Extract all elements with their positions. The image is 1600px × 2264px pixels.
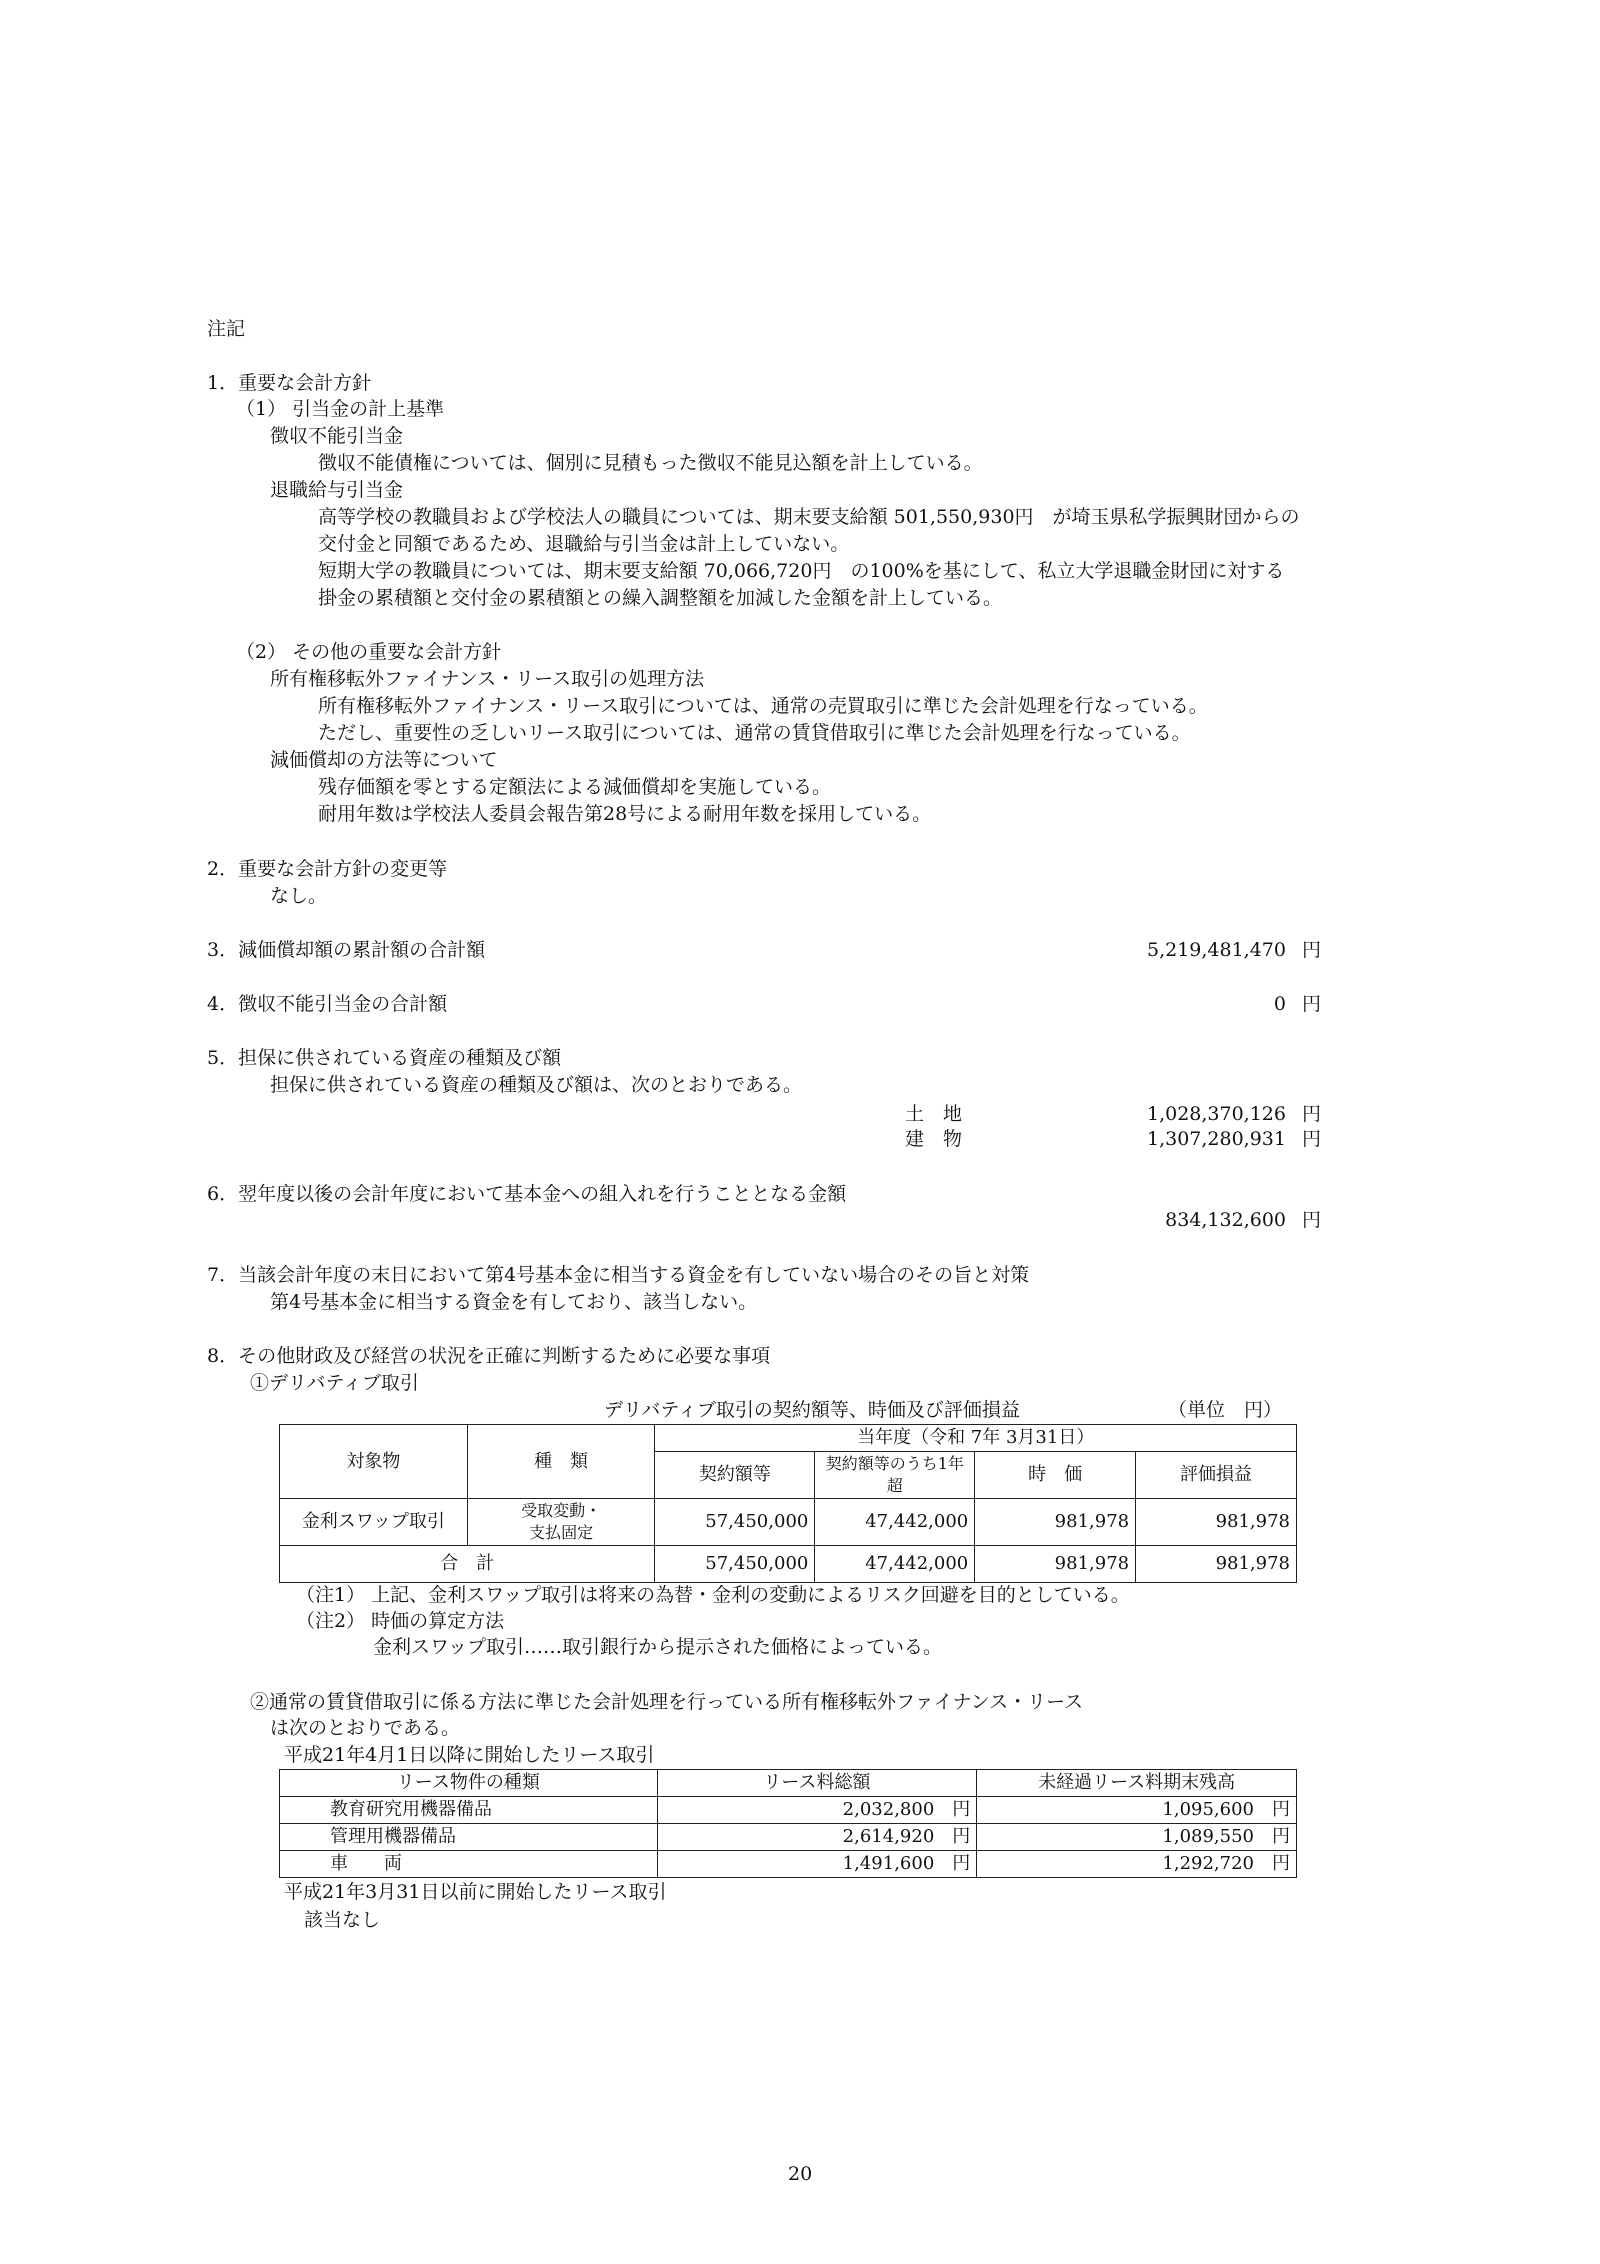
retirement-line-4: 掛金の累積額と交付金の累積額との繰入調整額を加減した金額を計上している。 xyxy=(318,587,1003,609)
section-7-title: 7．当該会計年度の末日において第4号基本金に相当する資金を有していない場合のその旨と対策 xyxy=(207,1264,1030,1286)
derivative-table-caption: デリバティブ取引の契約額等、時価及び評価損益 xyxy=(604,1399,1020,1421)
lease-row-total-value: 2,032,800 xyxy=(842,1799,935,1820)
allowance-text: 徴収不能債権については、個別に見積もった徴収不能見込額を計上している。 xyxy=(318,452,983,474)
lease-column-remaining: 未経過リース料期末残高 xyxy=(977,1770,1297,1797)
lease-column-kind: リース物件の種類 xyxy=(280,1770,658,1797)
retirement-title: 退職給与引当金 xyxy=(270,479,404,501)
section-1-title: 1．重要な会計方針 xyxy=(207,372,372,394)
lease-row-total-unit: 円 xyxy=(952,1826,971,1847)
lease-row-remaining-unit: 円 xyxy=(1272,1799,1290,1820)
retirement-line-2: 交付金と同額であるため、退職給与引当金は計上していない。 xyxy=(318,533,850,555)
row-contract: 57,450,000 xyxy=(655,1499,815,1546)
lease-after-title: 平成21年4月1日以降に開始したリース取引 xyxy=(284,1744,655,1766)
lease-section-title-1: ②通常の賃貸借取引に係る方法に準じた会計処理を行っている所有権移転外ファイナンス・リース xyxy=(250,1691,1084,1713)
depreciation-line-2: 耐用年数は学校法人委員会報告第28号による耐用年数を採用している。 xyxy=(318,803,932,825)
derivative-table xyxy=(279,1424,1297,1583)
section-3-title: 3．減価償却額の累計額の合計額 xyxy=(207,939,486,961)
collateral-building-amount: 1,307,280,931 xyxy=(1146,1128,1286,1150)
lease-row-remaining-value: 1,292,720 xyxy=(1162,1853,1254,1874)
section-1-sub2: （2） その他の重要な会計方針 xyxy=(236,641,502,663)
table-row xyxy=(280,1824,1297,1851)
lease-before-text: 該当なし xyxy=(304,1909,381,1931)
row-kind xyxy=(467,1499,655,1546)
lease-method-title: 所有権移転外ファイナンス・リース取引の処理方法 xyxy=(270,668,705,690)
section-3-unit: 円 xyxy=(1302,939,1322,961)
lease-row-kind: 車 両 xyxy=(280,1851,658,1878)
lease-row-remaining xyxy=(977,1824,1297,1851)
column-header-object: 対象物 xyxy=(280,1425,468,1499)
section-2-text: なし。 xyxy=(270,885,328,907)
lease-row-kind: 管理用機器備品 xyxy=(280,1824,658,1851)
row-kind-line-2: 支払固定 xyxy=(529,1523,594,1542)
row-object: 金利スワップ取引 xyxy=(280,1499,468,1546)
column-header-kind: 種 類 xyxy=(467,1425,655,1499)
section-7-text: 第4号基本金に相当する資金を有しており、該当しない。 xyxy=(270,1291,758,1313)
lease-method-line-1: 所有権移転外ファイナンス・リース取引については、通常の売買取引に準じた会計処理を行なっている。 xyxy=(318,695,1208,717)
total-fair-value: 981,978 xyxy=(975,1546,1136,1583)
lease-row-kind: 教育研究用機器備品 xyxy=(280,1797,658,1824)
total-contract: 57,450,000 xyxy=(655,1546,815,1583)
retirement-line-1: 高等学校の教職員および学校法人の職員については、期末要支給額 501,550,930円 が埼玉県私学振興財団からの xyxy=(318,506,1300,528)
derivative-note-2: （注2） 時価の算定方法 xyxy=(296,1610,505,1632)
lease-row-remaining xyxy=(977,1797,1297,1824)
lease-row-total xyxy=(657,1851,977,1878)
column-header-over-one-year: 契約額等のうち1年超 xyxy=(815,1452,975,1499)
total-valuation-gain: 981,978 xyxy=(1136,1546,1297,1583)
derivative-title: ①デリバティブ取引 xyxy=(250,1372,419,1394)
collateral-building-label: 建 物 xyxy=(905,1128,963,1150)
lease-row-remaining xyxy=(977,1851,1297,1878)
lease-before-title: 平成21年3月31日以前に開始したリース取引 xyxy=(284,1881,667,1903)
lease-row-total-unit: 円 xyxy=(952,1853,971,1874)
allowance-title: 徴収不能引当金 xyxy=(270,425,404,447)
lease-row-total xyxy=(657,1797,977,1824)
section-6-amount: 834,132,600 xyxy=(1165,1209,1286,1231)
row-kind-line-1: 受取変動・ xyxy=(521,1501,602,1520)
collateral-land-unit: 円 xyxy=(1302,1103,1322,1125)
depreciation-title: 減価償却の方法等について xyxy=(270,749,498,771)
total-label: 合 計 xyxy=(280,1546,655,1583)
section-6-unit: 円 xyxy=(1302,1209,1322,1231)
lease-row-total-value: 2,614,920 xyxy=(842,1826,935,1847)
lease-method-line-2: ただし、重要性の乏しいリース取引については、通常の賃貸借取引に準じた会計処理を行なっている。 xyxy=(318,722,1191,744)
lease-row-remaining-value: 1,089,550 xyxy=(1162,1826,1254,1847)
column-header-valuation-gain: 評価損益 xyxy=(1136,1452,1297,1499)
lease-row-total-unit: 円 xyxy=(952,1799,971,1820)
section-4-title: 4．徴収不能引当金の合計額 xyxy=(207,993,448,1015)
section-8-title: 8．その他財政及び経営の状況を正確に判断するために必要な事項 xyxy=(207,1345,771,1367)
retirement-line-3: 短期大学の教職員については、期末要支給額 70,066,720円 の100%を基にして、私立大学退職金財団に対する xyxy=(318,560,1285,582)
table-row xyxy=(280,1851,1297,1878)
period-header: 当年度（令和 7年 3月31日） xyxy=(655,1425,1297,1452)
lease-section-title-2: は次のとおりである。 xyxy=(270,1717,461,1739)
lease-row-total xyxy=(657,1824,977,1851)
table-total-row xyxy=(280,1546,1297,1583)
derivative-note-2-text: 金利スワップ取引……取引銀行から提示された価格によっている。 xyxy=(373,1636,943,1658)
section-6-title: 6．翌年度以後の会計年度において基本金への組入れを行うこととなる金額 xyxy=(207,1183,847,1205)
column-header-contract: 契約額等 xyxy=(655,1452,815,1499)
table-row xyxy=(280,1797,1297,1824)
column-header-fair-value: 時 価 xyxy=(975,1452,1136,1499)
lease-row-remaining-value: 1,095,600 xyxy=(1162,1799,1254,1820)
page-number: 20 xyxy=(788,2163,813,2185)
table-row xyxy=(280,1499,1297,1546)
row-fair-value: 981,978 xyxy=(975,1499,1136,1546)
lease-column-total: リース料総額 xyxy=(657,1770,977,1797)
lease-row-remaining-unit: 円 xyxy=(1272,1853,1290,1874)
total-over-one-year: 47,442,000 xyxy=(815,1546,975,1583)
collateral-land-label: 土 地 xyxy=(905,1103,963,1125)
section-2-title: 2．重要な会計方針の変更等 xyxy=(207,858,448,880)
collateral-building-unit: 円 xyxy=(1302,1128,1322,1150)
lease-table xyxy=(279,1769,1297,1878)
section-5-title: 5．担保に供されている資産の種類及び額 xyxy=(207,1047,562,1069)
section-3-amount: 5,219,481,470 xyxy=(1146,939,1286,961)
depreciation-line-1: 残存価額を零とする定額法による減価償却を実施している。 xyxy=(318,776,832,798)
derivative-note-1: （注1） 上記、金利スワップ取引は将来の為替・金利の変動によるリスク回避を目的としている。 xyxy=(296,1584,1130,1606)
collateral-land-amount: 1,028,370,126 xyxy=(1146,1103,1286,1125)
section-5-text: 担保に供されている資産の種類及び額は、次のとおりである。 xyxy=(270,1074,803,1096)
notes-heading: 注記 xyxy=(207,318,246,340)
section-4-unit: 円 xyxy=(1302,993,1322,1015)
lease-row-remaining-unit: 円 xyxy=(1272,1826,1290,1847)
row-over-one-year: 47,442,000 xyxy=(815,1499,975,1546)
section-1-sub1: （1） 引当金の計上基準 xyxy=(236,398,445,420)
row-valuation-gain: 981,978 xyxy=(1136,1499,1297,1546)
section-4-amount: 0 xyxy=(1273,993,1286,1015)
derivative-table-unit: （単位 円） xyxy=(1168,1399,1283,1421)
lease-row-total-value: 1,491,600 xyxy=(842,1853,935,1874)
